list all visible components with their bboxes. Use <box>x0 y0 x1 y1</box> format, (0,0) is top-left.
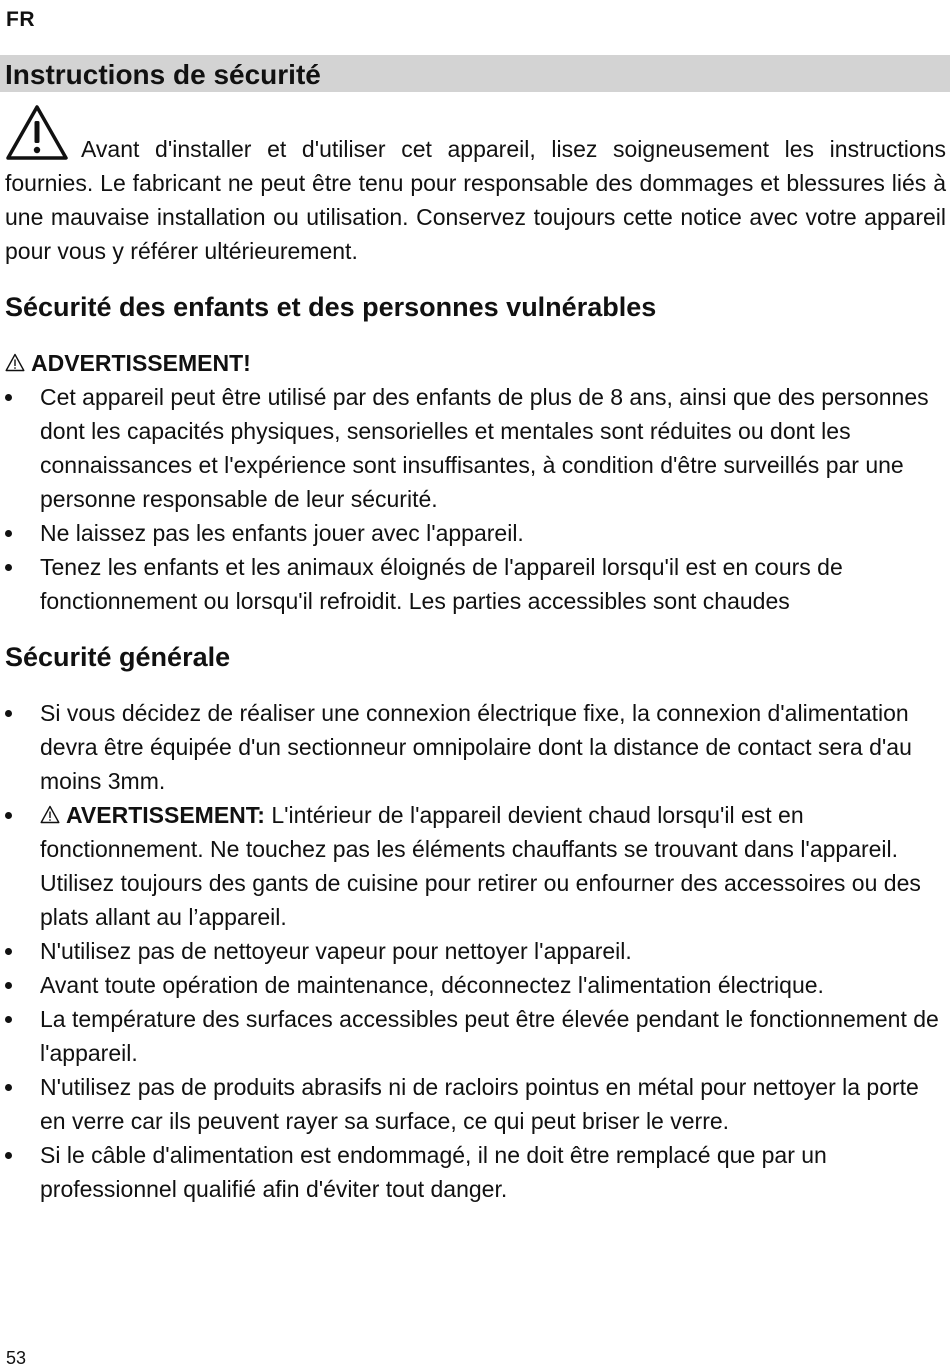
list-item: Cet appareil peut être utilisé par des enfants de plus de 8 ans, ainsi que des personnes dont les capacités physiques, sensorielles et mentales sont réduites ou dont les connaissances et l'expérience sont insuffisantes, à condition d'être surveillés par une personne responsable de leur sécurité. <box>5 380 946 516</box>
list-item-warning: AVERTISSEMENT: L'intérieur de l'appareil devient chaud lorsqu'il est en fonctionnement. Ne touchez pas les éléments chauffants se trouvant dans l'appareil. Utilisez toujours des gants de cuisine pour retirer ou enfourner des accessoires ou des plats allant au l’appareil. <box>5 798 946 934</box>
bullet-icon <box>5 530 12 537</box>
bullet-icon <box>5 394 12 401</box>
bullet-icon <box>5 812 12 819</box>
warning-triangle-icon <box>5 103 69 163</box>
general-safety-list <box>5 696 946 1206</box>
list-item: Si le câble d'alimentation est endommagé, il ne doit être remplacé que par un professionnel qualifié afin d'éviter tout danger. <box>5 1138 946 1206</box>
bullet-icon <box>5 564 12 571</box>
intro-text: Avant d'installer et d'utiliser cet appareil, lisez soigneusement les instructions fournies. Le fabricant ne peut être tenu pour responsable des dommages et blessures liés à une mauvaise installation ou utilisation. Conservez toujours cette notice avec votre appareil pour vous y référer ultérieurement. <box>5 136 946 264</box>
bullet-icon <box>5 948 12 955</box>
intro-paragraph <box>5 103 946 268</box>
list-item: Tenez les enfants et les animaux éloignés de l'appareil lorsqu'il est en cours de fonctionnement ou lorsqu'il refroidit. Les parties accessibles sont chaudes <box>5 550 946 618</box>
warning-triangle-icon <box>5 353 25 372</box>
list-item: N'utilisez pas de nettoyeur vapeur pour nettoyer l'appareil. <box>5 934 946 968</box>
list-item: Avant toute opération de maintenance, déconnectez l'alimentation électrique. <box>5 968 946 1002</box>
bullet-icon <box>5 710 12 717</box>
bullet-icon <box>5 982 12 989</box>
bullet-icon <box>5 1084 12 1091</box>
section-heading-general: Sécurité générale <box>5 642 231 672</box>
section-heading-children: Sécurité des enfants et des personnes vulnérables <box>5 292 657 322</box>
list-item: Si vous décidez de réaliser une connexion électrique fixe, la connexion d'alimentation devra être équipée d'un sectionneur omnipolaire dont la distance de contact sera d'au moins 3mm. <box>5 696 946 798</box>
list-item: N'utilisez pas de produits abrasifs ni de racloirs pointus en métal pour nettoyer la porte en verre car ils peuvent rayer sa surface, ce qui peut briser le verre. <box>5 1070 946 1138</box>
warning-label: ADVERTISSEMENT! <box>31 350 251 376</box>
warning-line <box>5 346 946 380</box>
warning-triangle-icon <box>40 805 60 824</box>
language-tag: FR <box>6 8 35 31</box>
children-safety-list <box>5 380 946 618</box>
document-body <box>5 100 946 1206</box>
bullet-icon <box>5 1016 12 1023</box>
list-item: La température des surfaces accessibles peut être élevée pendant le fonctionnement de l'appareil. <box>5 1002 946 1070</box>
bullet-icon <box>5 1152 12 1159</box>
warning-label: AVERTISSEMENT: <box>66 802 265 828</box>
page-number: 53 <box>6 1348 27 1368</box>
list-item: Ne laissez pas les enfants jouer avec l'appareil. <box>5 516 946 550</box>
page-title: Instructions de sécurité <box>0 55 950 92</box>
